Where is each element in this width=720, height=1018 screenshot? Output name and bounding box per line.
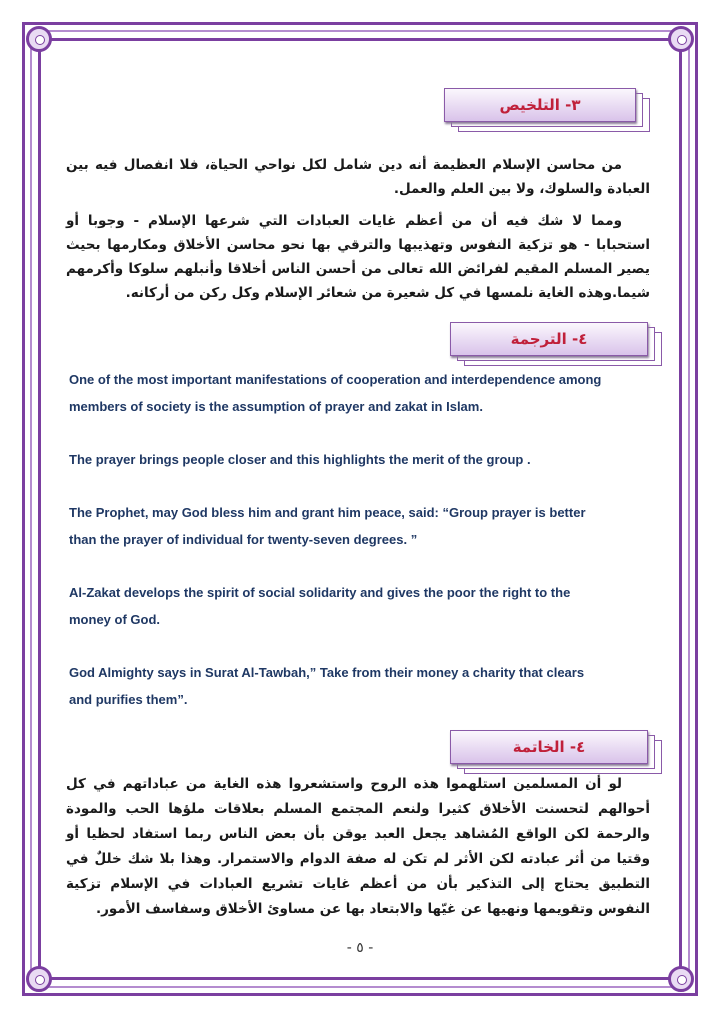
translation-paragraph-5: God Almighty says in Surat Al-Tawbah,” Take from their money a charity that clears and purifies them”. bbox=[69, 665, 585, 707]
translation-paragraph-2: The prayer brings people closer and this highlights the merit of the group . bbox=[69, 452, 531, 467]
translation-paragraph-1: One of the most important manifestations of cooperation and interdependence among members of society is the assumption of prayer and zakat in Islam. bbox=[69, 372, 602, 414]
heading-conclusion-box bbox=[450, 730, 662, 764]
corner-ornament-bottom-right bbox=[668, 966, 694, 992]
summary-text bbox=[66, 153, 650, 305]
heading-translation: ٤- الترجمة bbox=[510, 330, 588, 348]
conclusion-paragraph: لو أن المسلمين استلهموا هذه الروح واستشعروا هذه الغاية من عباداتهم في كل أحوالهم لتحسنت الأخلاق كثيرا ولنعم المجتمع المسلم بعلاقات ملؤها الحب والمودة والرحمة لكن الواقع المُشاهد يجعل العبد يوقن بأن بعض الناس ربما استفاد لحظيا أو وقتيا من أثر عبادته لكن الأثر لم تكن له صفة الدوام والاستمرار. وهذا بلا شك خللٌ في التطبيق يحتاج إلى التذكير بأن من أعظم غايات تشريع العبادات في الإسلام تزكية النفوس وتقويمها ونهيها عن غيّها والابتعاد بها عن مساوئ الأخلاق وسفاسف الأمور. bbox=[66, 776, 650, 917]
summary-paragraph-1: من محاسن الإسلام العظيمة أنه دين شامل لكل نواحي الحياة، فلا انفصال فيه بين العبادة والسلوك، ولا بين العلم والعمل. bbox=[66, 157, 650, 197]
corner-ornament-top-left bbox=[26, 26, 52, 52]
page-number: - ٥ - bbox=[346, 940, 374, 956]
heading-conclusion: ٤- الخاتمة bbox=[512, 738, 586, 756]
heading-summary-box bbox=[444, 88, 650, 122]
corner-ornament-top-right bbox=[668, 26, 694, 52]
heading-summary: ٣- التلخيص bbox=[499, 96, 581, 114]
corner-ornament-bottom-left bbox=[26, 966, 52, 992]
heading-translation-box bbox=[450, 322, 662, 356]
translation-paragraph-4: Al-Zakat develops the spirit of social solidarity and gives the poor the right to the money of God. bbox=[69, 585, 571, 627]
translation-text bbox=[69, 366, 609, 713]
summary-paragraph-2: ومما لا شك فيه أن من أعظم غايات العبادات التي شرعها الإسلام - وجوبا أو استحبابا - هو تزكية النفوس وتهذيبها والترقي بها نحو محاسن الأخلاق ومكارمها بحيث يصير المسلم المقيم لفرائض الله تعالى من أحسن الناس أخلاقا وأنبلهم سلوكا وأكرمهم شيما.وهذه الغاية نلمسها في كل شعيرة من شعائر الإسلام وكل ركن من أركانه. bbox=[66, 213, 650, 301]
conclusion-text bbox=[66, 772, 650, 922]
translation-paragraph-3: The Prophet, may God bless him and grant him peace, said: “Group prayer is better than the prayer of individual for twenty-seven degrees. ” bbox=[69, 505, 586, 547]
